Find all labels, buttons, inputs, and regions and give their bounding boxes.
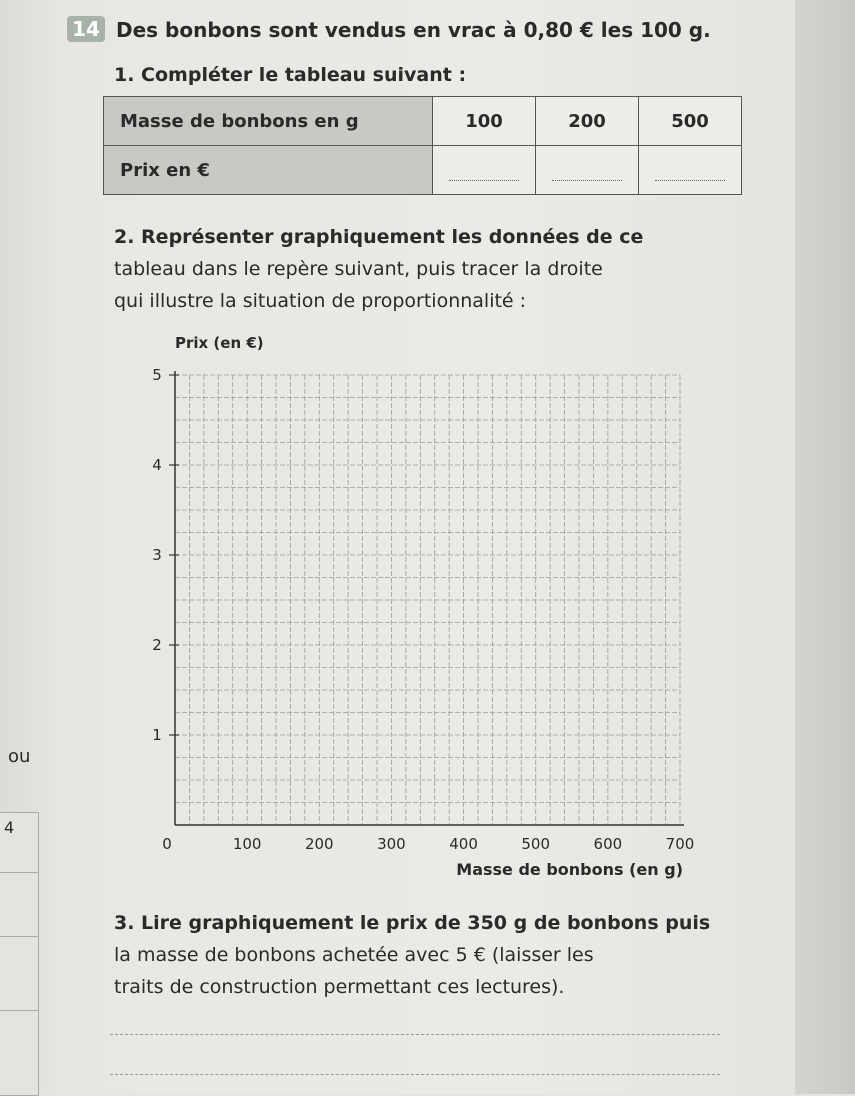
margin-box xyxy=(0,1010,39,1096)
table-header-price: Prix en € xyxy=(104,146,433,195)
x-tick-label: 200 xyxy=(304,835,334,853)
x-tick-label: 600 xyxy=(593,835,623,853)
margin-box xyxy=(0,936,39,1012)
table-cell: 100 xyxy=(433,97,536,146)
question-1: 1. Compléter le tableau suivant : xyxy=(114,64,467,86)
exercise-statement: Des bonbons sont vendus en vrac à 0,80 € les 100 g. xyxy=(116,18,711,42)
table-cell: 500 xyxy=(639,97,742,146)
y-tick-label: 2 xyxy=(152,636,162,654)
graph-grid xyxy=(175,375,680,825)
question-3-line-2: la masse de bonbons achetée avec 5 € (laisser les xyxy=(114,944,594,966)
margin-box xyxy=(0,872,39,938)
answer-line[interactable] xyxy=(110,1034,720,1035)
x-tick-label: 700 xyxy=(665,835,695,853)
table-row xyxy=(104,97,742,146)
exercise-number-badge: 14 xyxy=(67,16,105,42)
x-tick-label: 0 xyxy=(162,835,172,853)
x-tick-label: 300 xyxy=(377,835,406,853)
question-2-line-1: 2. Représenter graphiquement les données de ce xyxy=(114,226,644,248)
table-row xyxy=(104,146,742,195)
answer-line[interactable] xyxy=(110,1074,720,1075)
y-tick-label: 1 xyxy=(152,726,162,744)
question-3-line-1: 3. Lire graphiquement le prix de 350 g de bonbons puis xyxy=(114,912,711,934)
table-header-mass: Masse de bonbons en g xyxy=(104,97,433,146)
page-edge xyxy=(795,0,855,1094)
table-cell-blank[interactable] xyxy=(433,146,536,195)
table-cell-blank[interactable] xyxy=(536,146,639,195)
y-tick-label: 3 xyxy=(152,546,162,564)
question-2-line-2: tableau dans le repère suivant, puis tracer la droite xyxy=(114,258,603,280)
x-axis-label: Masse de bonbons (en g) xyxy=(456,860,683,879)
table-cell-blank[interactable] xyxy=(639,146,742,195)
table-cell: 200 xyxy=(536,97,639,146)
y-tick-label: 4 xyxy=(152,456,162,474)
price-table xyxy=(103,96,742,195)
x-tick-label: 500 xyxy=(521,835,551,853)
margin-text-four: 4 xyxy=(4,818,15,837)
x-tick-label: 400 xyxy=(449,835,478,853)
question-3-line-3: traits de construction permettant ces lectures). xyxy=(114,976,565,998)
margin-text-ou: ou xyxy=(8,746,31,767)
y-axis-label: Prix (en €) xyxy=(175,334,264,352)
question-2-line-3: qui illustre la situation de proportionnalité : xyxy=(114,290,527,312)
x-tick-label: 100 xyxy=(232,835,262,853)
graph[interactable] xyxy=(120,330,720,880)
y-tick-label: 5 xyxy=(152,366,162,384)
